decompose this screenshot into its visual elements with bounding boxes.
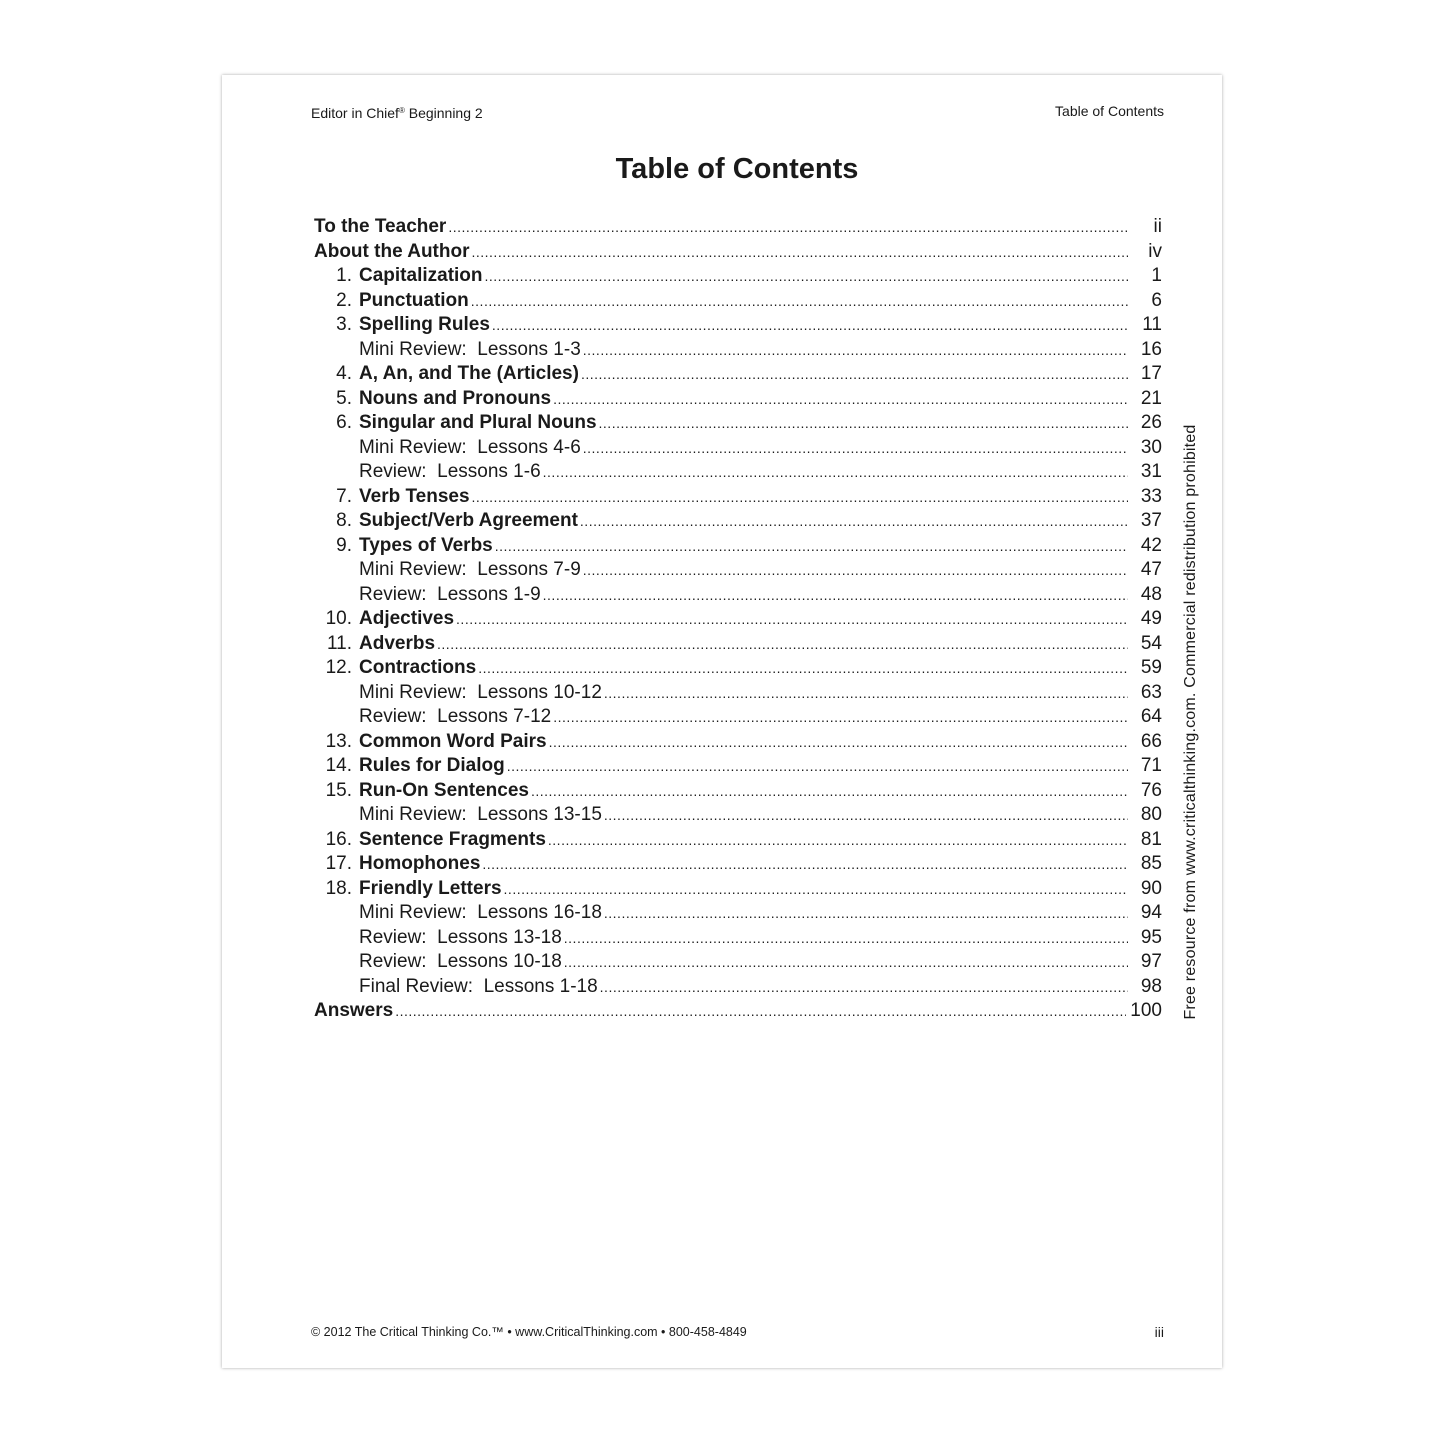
toc-entry [314, 215, 1162, 240]
toc-entry-number: 4. [336, 363, 352, 384]
toc-entry [314, 754, 1162, 779]
dot-leader [504, 877, 1128, 902]
dot-leader [599, 411, 1128, 436]
toc-entry-page: 6 [1151, 289, 1162, 311]
toc-entry-label: Rules for Dialog [359, 755, 505, 776]
toc-entry [314, 999, 1162, 1024]
toc-entry [314, 240, 1162, 265]
toc-entry-page: 21 [1140, 387, 1162, 409]
dot-leader [456, 607, 1128, 632]
toc-entry-number: 16. [325, 828, 352, 850]
footer-page-number: iii [1154, 1324, 1164, 1340]
toc-entry [314, 730, 1162, 755]
dot-leader [472, 485, 1128, 510]
toc-entry [314, 289, 1162, 314]
toc-entry-page: 31 [1140, 461, 1162, 482]
toc-entry [314, 828, 1162, 853]
toc-entry [314, 362, 1162, 387]
dot-leader [553, 387, 1128, 412]
dot-leader [600, 975, 1128, 1000]
running-header-right: Table of Contents [1055, 103, 1164, 119]
toc-entry-label: Answers [314, 1000, 394, 1021]
toc-entry [314, 558, 1162, 583]
toc-entry-number: 13. [325, 730, 352, 752]
toc-entry-label: Singular and Plural Nouns [359, 412, 597, 433]
toc-entry [314, 436, 1162, 461]
toc-entry-label: A, An, and The (Articles) [359, 363, 579, 384]
toc-entry-page: 26 [1140, 412, 1162, 433]
toc-entry-label: Review: Lessons 10-18 [359, 951, 562, 972]
toc-entry-label: To the Teacher [314, 216, 447, 237]
toc-entry-page: 30 [1140, 436, 1162, 458]
toc-entry-page: 16 [1140, 338, 1162, 360]
toc-entry [314, 901, 1162, 926]
toc-entry-label: Review: Lessons 7-12 [359, 706, 552, 727]
dot-leader [604, 681, 1128, 706]
dot-leader [543, 583, 1128, 608]
toc-entry-number: 15. [325, 779, 352, 801]
dot-leader [507, 754, 1128, 779]
toc-entry-page: 47 [1140, 559, 1162, 580]
toc-entry-label: Mini Review: Lessons 1-3 [359, 338, 581, 360]
dot-leader [583, 558, 1128, 583]
toc-entry-page: 63 [1140, 681, 1162, 703]
toc-entry-label: Mini Review: Lessons 13-15 [359, 804, 602, 825]
toc-entry [314, 338, 1162, 363]
dot-leader [580, 509, 1128, 534]
toc-entry-number: 3. [336, 314, 352, 335]
toc-entry-page: 33 [1140, 485, 1162, 507]
toc-entry-label: Run-On Sentences [359, 779, 529, 801]
toc-entry-page: 59 [1140, 657, 1162, 678]
toc-entry [314, 313, 1162, 338]
dot-leader [543, 460, 1128, 485]
dot-leader [437, 632, 1128, 657]
toc-entry [314, 705, 1162, 730]
toc-entry [314, 779, 1162, 804]
toc-entry [314, 485, 1162, 510]
toc-entry-page: 95 [1140, 926, 1162, 948]
toc-entry [314, 950, 1162, 975]
toc-entry-page: 81 [1140, 828, 1162, 850]
toc-entry-label: Nouns and Pronouns [359, 387, 552, 409]
toc-entry-label: Verb Tenses [359, 485, 470, 507]
toc-entry-label: Capitalization [359, 265, 483, 286]
dot-leader [564, 950, 1128, 975]
toc-entry [314, 387, 1162, 412]
dot-leader [495, 534, 1128, 559]
toc-entry-page: 66 [1140, 730, 1162, 752]
dot-leader [581, 362, 1128, 387]
dot-leader [471, 289, 1128, 314]
toc-entry-label: Sentence Fragments [359, 828, 546, 850]
document-page [222, 75, 1222, 1368]
registered-mark: ® [398, 106, 405, 115]
toc-entry-page: 98 [1140, 975, 1162, 997]
toc-entry-label: Final Review: Lessons 1-18 [359, 975, 598, 997]
dot-leader [531, 779, 1128, 804]
toc-entry-label: Types of Verbs [359, 534, 493, 556]
dot-leader [564, 926, 1128, 951]
dot-leader [583, 436, 1128, 461]
toc-entry-page: 97 [1140, 951, 1162, 972]
toc-entry [314, 632, 1162, 657]
toc-entry-number: 1. [336, 265, 352, 286]
toc-entry-number: 18. [325, 877, 352, 899]
toc-entry-number: 5. [336, 387, 352, 409]
toc-entry-page: 90 [1140, 877, 1162, 899]
toc-entry-page: 64 [1140, 706, 1162, 727]
toc-entry-page: 80 [1140, 804, 1162, 825]
toc-entry-page: iv [1148, 240, 1162, 262]
toc-entry-page: 11 [1142, 314, 1162, 335]
page-title: Table of Contents [615, 153, 859, 185]
toc-entry-number: 7. [336, 485, 352, 507]
dot-leader [482, 852, 1128, 877]
toc-entry-label: Mini Review: Lessons 10-12 [359, 681, 602, 703]
header-book-title: Editor in Chief [311, 105, 399, 121]
dot-leader [448, 215, 1128, 240]
toc-entry [314, 607, 1162, 632]
toc-entry-number: 10. [325, 608, 352, 629]
dot-leader [549, 730, 1128, 755]
toc-entry-page: 1 [1151, 265, 1162, 286]
dot-leader [604, 803, 1128, 828]
toc-entry-label: About the Author [314, 240, 470, 262]
dot-leader [485, 264, 1128, 289]
header-book-subtitle: Beginning 2 [404, 105, 483, 121]
dot-leader [604, 901, 1128, 926]
toc-entry-page: 76 [1140, 779, 1162, 801]
toc-entry-number: 6. [336, 412, 352, 433]
toc-entry [314, 509, 1162, 534]
toc-entry-label: Friendly Letters [359, 877, 502, 899]
toc-entry [314, 460, 1162, 485]
toc-entry-label: Subject/Verb Agreement [359, 510, 578, 531]
toc-entry-page: ii [1153, 216, 1162, 237]
toc-entry-number: 14. [325, 755, 352, 776]
toc-entry-number: 9. [336, 534, 352, 556]
toc-entry-page: 94 [1140, 902, 1162, 923]
dot-leader [471, 240, 1128, 265]
table-of-contents [314, 215, 1162, 1024]
toc-entry-label: Punctuation [359, 289, 469, 311]
dot-leader [478, 656, 1128, 681]
toc-entry-label: Review: Lessons 1-6 [359, 461, 541, 482]
toc-entry-number: 2. [336, 289, 352, 311]
toc-entry-page: 54 [1140, 632, 1162, 654]
toc-entry-page: 71 [1140, 755, 1162, 776]
toc-entry-label: Spelling Rules [359, 314, 490, 335]
side-watermark-text: Free resource from www.criticalthinking.com. Commercial redistribution prohibited [1182, 424, 1199, 1020]
toc-entry-page: 100 [1130, 1000, 1162, 1021]
toc-entry-number: 17. [325, 853, 352, 874]
dot-leader [553, 705, 1128, 730]
dot-leader [583, 338, 1128, 363]
toc-entry-label: Mini Review: Lessons 16-18 [359, 902, 602, 923]
toc-entry [314, 681, 1162, 706]
dot-leader [492, 313, 1128, 338]
toc-entry [314, 583, 1162, 608]
toc-entry-label: Mini Review: Lessons 4-6 [359, 436, 581, 458]
toc-entry-label: Common Word Pairs [359, 730, 547, 752]
toc-entry [314, 877, 1162, 902]
toc-entry [314, 656, 1162, 681]
toc-entry-label: Review: Lessons 1-9 [359, 583, 541, 605]
toc-entry-page: 49 [1140, 608, 1162, 629]
toc-entry-page: 37 [1140, 510, 1162, 531]
toc-entry [314, 975, 1162, 1000]
dot-leader [548, 828, 1128, 853]
toc-entry [314, 926, 1162, 951]
footer-copyright: © 2012 The Critical Thinking Co.™ • www.CriticalThinking.com • 800-458-4849 [311, 1325, 747, 1339]
toc-entry-page: 85 [1140, 853, 1162, 874]
toc-entry-label: Adverbs [359, 632, 436, 654]
toc-entry-label: Contractions [359, 657, 477, 678]
toc-entry-number: 12. [325, 657, 352, 678]
toc-entry-number: 11. [326, 632, 352, 654]
toc-entry-number: 8. [336, 510, 352, 531]
toc-entry-page: 42 [1140, 534, 1162, 556]
toc-entry-label: Mini Review: Lessons 7-9 [359, 559, 581, 580]
toc-entry-label: Homophones [359, 853, 481, 874]
toc-entry-label: Review: Lessons 13-18 [359, 926, 562, 948]
toc-entry-label: Adjectives [359, 608, 455, 629]
running-header-left [311, 103, 483, 121]
dot-leader [395, 999, 1126, 1024]
toc-entry-page: 48 [1140, 583, 1162, 605]
toc-entry [314, 852, 1162, 877]
toc-entry [314, 803, 1162, 828]
toc-entry [314, 411, 1162, 436]
toc-entry-page: 17 [1140, 363, 1162, 384]
toc-entry [314, 534, 1162, 559]
toc-entry [314, 264, 1162, 289]
